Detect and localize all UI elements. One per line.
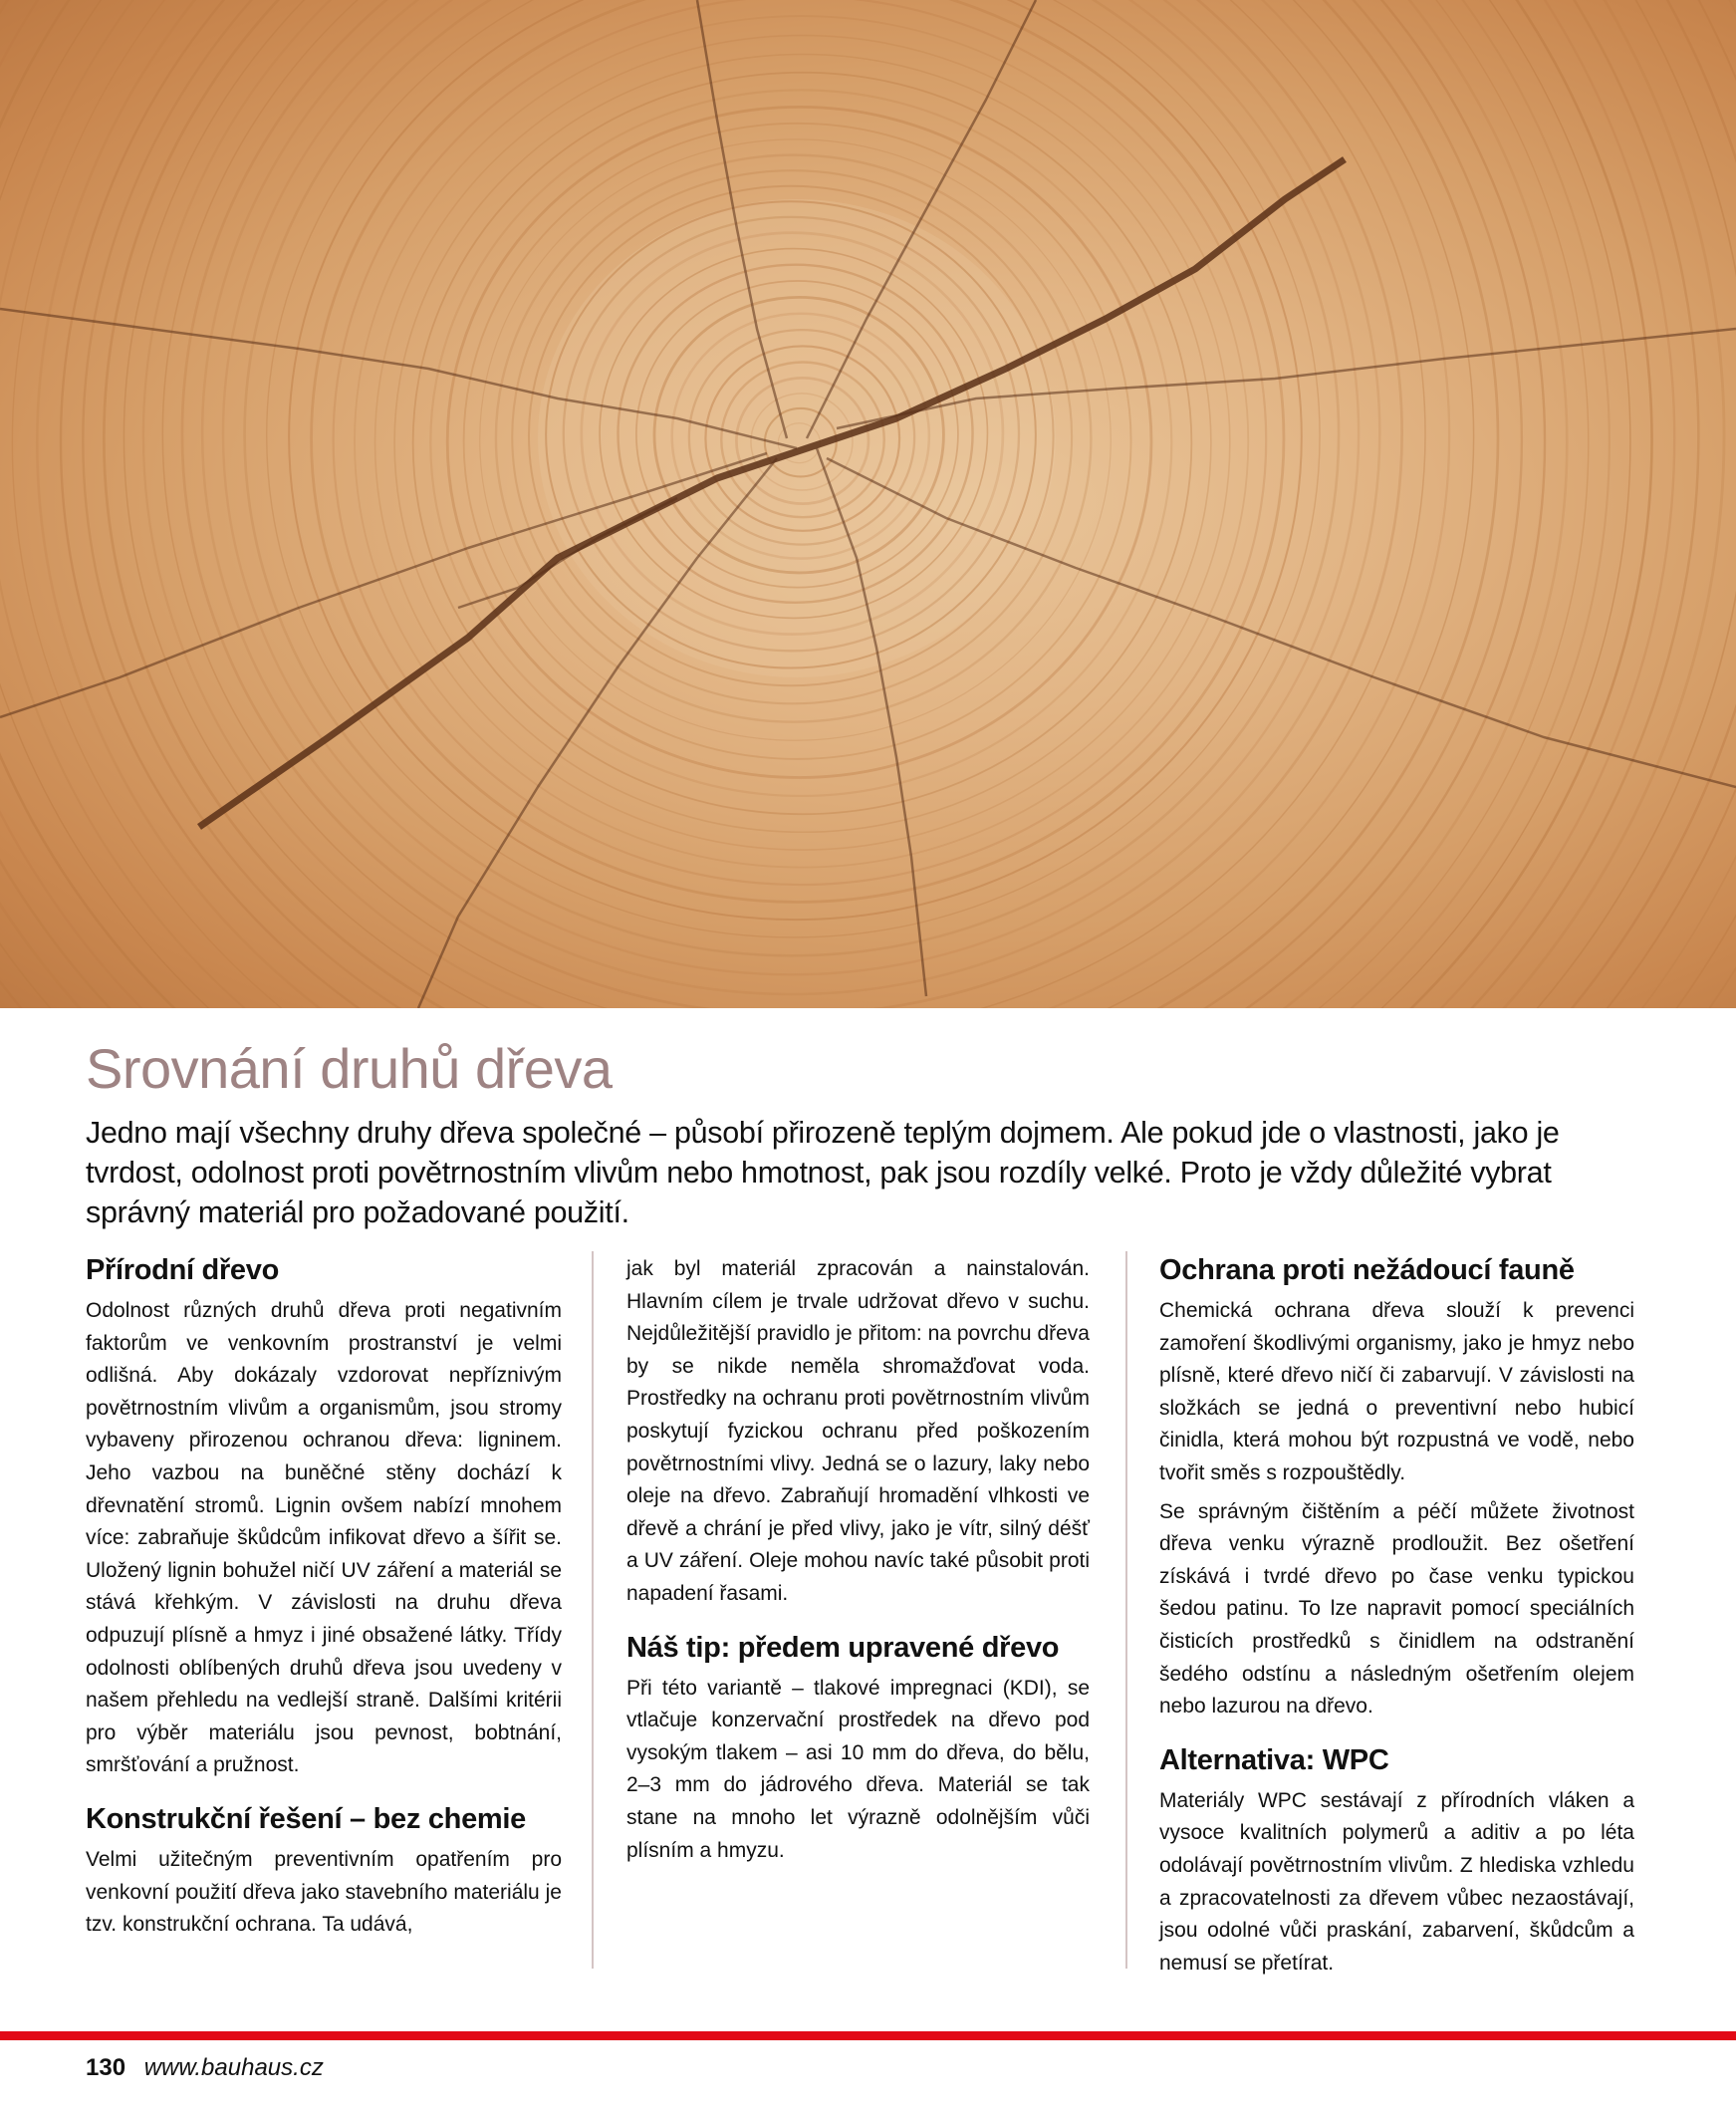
section-body-our-tip: Při této variantě – tlakové impregnaci (KDI), se vtlačuje konzervační prostředek na dřevo pod vysokým tlakem – asi 10 mm do dřeva, do bělu, 2–3 mm do jádrového dřeva. Materiál se tak stane na mnoho let výrazně odolnějším vůči plísním a hmyzu. — [626, 1676, 1090, 1862]
footer — [86, 2054, 324, 2082]
website-link[interactable]: www.bauhaus.cz — [143, 2054, 324, 2081]
section-heading-fauna-protection: Ochrana proti nežádoucí fauně — [1159, 1254, 1575, 1286]
section-heading-our-tip: Náš tip: předem upravené dřevo — [626, 1631, 1060, 1664]
footer-rule — [0, 2031, 1736, 2040]
section-body-natural-wood: Odolnost různých druhů dřeva proti negativním faktorům ve venkovním prostranství je velmi odlišná. Aby dokázaly vzdorovat nepříznivým povětrnostním vlivům a organismům, jsou stromy vybaveny přirozenou ochranou dřeva: ligninem. Jeho vazbou na buněčné stěny dochází k dřevnatění stromů. Lignin ovšem nabízí mnohem více: zabraňuje škůdcům infikovat dřevo a šířit se. Uložený lignin bohužel ničí UV záření a materiál se stává křehkým. V závislosti na druhu dřeva odpuzují plísně a hmyz i jiné obsažené látky. Třídy odolnosti oblíbených druhů dřeva jsou uvedeny v našem přehledu na vedlejší straně. Dalšími kritérii pro výběr materiálu jsou pevnost, bobtnání, smršťování a pružnost. — [86, 1299, 562, 1777]
column-left — [86, 1251, 562, 1946]
section-body-fauna-protection: Chemická ochrana dřeva slouží k prevenci zamoření škodlivými organismy, jako je hmyz nebo plísně, které dřevo ničí či zabarvují. V závislosti na složkách se jedná o preventivní nebo hubicí činidla, která mohou být rozpustná ve vodě, nebo tvořit směs s rozpouštědly. — [1159, 1299, 1634, 1484]
column-middle — [626, 1253, 1090, 1871]
wood-cross-section-image — [0, 0, 1736, 1008]
section-heading-constructive-protection: Konstrukční řešení – bez chemie — [86, 1802, 526, 1835]
page-title: Srovnání druhů dřeva — [86, 1037, 613, 1100]
section-body-continuation: jak byl materiál zpracován a nainstalován. Hlavním cílem je trvale udržovat dřevo v suchu. Nejdůležitější pravidlo je přitom: na povrchu dřeva by se nikde neměla shromažďovat voda. Prostředky na ochranu proti povětrnostním vlivům poskytují fyzickou ochranu před poškozením povětrnostními vlivy. Jedná se o lazury, laky nebo oleje na dřevo. Zabraňují hromadění vlhkosti ve dřevě a chrání je před vlivy, jako je vítr, silný déšť a UV záření. Oleje mohou navíc také působit proti napadení řasami. — [626, 1257, 1090, 1605]
column-right — [1159, 1251, 1634, 1984]
column-divider — [1125, 1251, 1127, 1969]
section-body-care: Se správným čištěním a péčí můžete životnost dřeva venku výrazně prodloužit. Bez ošetření získává i tvrdé dřevo po čase venku typickou šedou patinu. To lze napravit pomocí speciálních čisticích prostředků s činidlem na odstranění šedého odstínu a následným ošetřením olejem nebo lazurou na dřevo. — [1159, 1499, 1634, 1719]
wood-rings-graphic — [0, 0, 1736, 1008]
intro-paragraph: Jedno mají všechny druhy dřeva společné – působí přirozeně teplým dojmem. Ale pokud jde o vlastnosti, jako je tvrdost, odolnost proti povětrnostním vlivům nebo hmotnost, pak jsou rozdíly velké. Proto je vždy důležité vybrat správný materiál pro požadované použití. — [86, 1116, 1560, 1229]
section-heading-natural-wood: Přírodní dřevo — [86, 1254, 279, 1286]
column-divider — [592, 1251, 594, 1969]
section-body-constructive-protection: Velmi užitečným preventivním opatřením pro venkovní použití dřeva jako stavebního materiálu je tzv. konstrukční ochrana. Ta udává, — [86, 1847, 562, 1937]
section-heading-wpc: Alternativa: WPC — [1159, 1743, 1389, 1776]
section-body-wpc: Materiály WPC sestávají z přírodních vláken a vysoce kvalitních polymerů a aditiv a po léta odolávají povětrnostním vlivům. Z hlediska vzhledu a zpracovatelnosti za dřevem vůbec nezaostávají, jsou odolné vůči praskání, zabarvení, škůdcům a nemusí se přetírat. — [1159, 1788, 1634, 1975]
page-number: 130 — [86, 2054, 126, 2081]
